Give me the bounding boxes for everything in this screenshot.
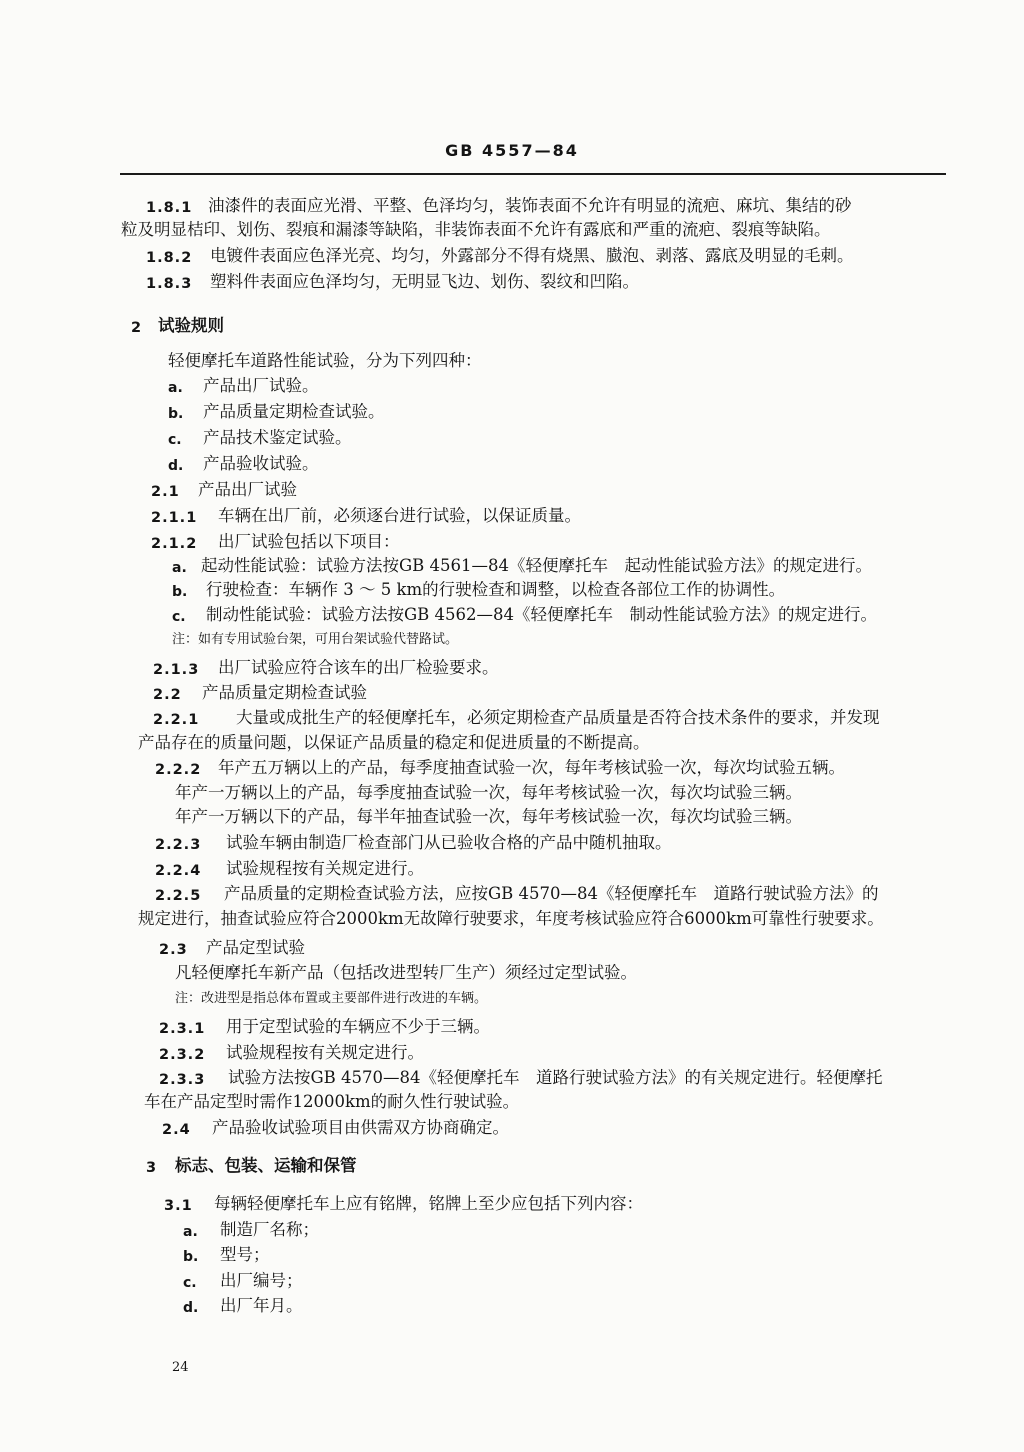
note-text: 注：如有专用试验台架，可用台架试验代替路试。	[172, 632, 459, 647]
list-marker: c.	[168, 432, 182, 448]
clause-text: 试验方法按GB 4570—84《轻便摩托车 道路行驶试验方法》的有关规定进行。轻便摩托	[228, 1068, 883, 1087]
clause-text: 规定进行，抽查试验应符合2000km无故障行驶要求，年度考核试验应符合6000km可靠性行驶要求。	[138, 909, 884, 928]
clause-number: 2.2.3	[155, 837, 202, 853]
clause-number: 2.3	[159, 942, 188, 958]
section-title: 标志、包装、运输和保管	[175, 1156, 357, 1175]
list-marker: c.	[183, 1275, 197, 1291]
clause-number: 2.2.2	[155, 762, 202, 778]
clause-text: 产品质量定期检查试验	[202, 683, 367, 702]
clause-number: 1.8.3	[146, 276, 193, 292]
clause-number: 2.2.4	[155, 863, 202, 879]
clause-text: 产品存在的质量问题，以保证产品质量的稳定和促进质量的不断提高。	[138, 733, 650, 752]
clause-number: 2.3.3	[159, 1072, 206, 1088]
clause-number: 2.2.5	[155, 888, 202, 904]
list-marker: a.	[183, 1224, 198, 1240]
clause-text: 产品出厂试验	[198, 480, 297, 499]
section-number: 2	[131, 320, 143, 336]
clause-number: 2.1	[151, 484, 180, 500]
standard-number-header: GB 4557—84	[445, 141, 579, 160]
clause-number: 2.2	[153, 687, 182, 703]
paragraph-text: 凡轻便摩托车新产品（包括改进型转厂生产）须经过定型试验。	[175, 963, 637, 982]
clause-text: 产品验收试验项目由供需双方协商确定。	[212, 1118, 509, 1137]
list-marker: b.	[183, 1249, 199, 1265]
clause-number: 2.4	[162, 1122, 191, 1138]
clause-text: 试验车辆由制造厂检查部门从已验收合格的产品中随机抽取。	[226, 833, 672, 852]
list-text: 产品出厂试验。	[203, 376, 319, 395]
list-text: 出厂年月。	[220, 1296, 303, 1315]
clause-number: 2.3.2	[159, 1047, 206, 1063]
note-text: 注：改进型是指总体布置或主要部件进行改进的车辆。	[175, 991, 488, 1006]
clause-text: 出厂试验包括以下项目：	[218, 532, 400, 551]
clause-text: 电镀件表面应色泽光亮、均匀，外露部分不得有烧黑、臌泡、剥落、露底及明显的毛刺。	[210, 246, 854, 265]
clause-number: 2.2.1	[153, 712, 200, 728]
list-marker: d.	[168, 458, 184, 474]
clause-number: 3.1	[164, 1198, 193, 1214]
paragraph-text: 年产一万辆以上的产品，每季度抽查试验一次，每年考核试验一次，每次均试验三辆。	[175, 783, 802, 802]
clause-number: 2.3.1	[159, 1021, 206, 1037]
clause-text: 年产五万辆以上的产品，每季度抽查试验一次，每年考核试验一次，每次均试验五辆。	[218, 758, 845, 777]
list-text: 出厂编号；	[220, 1271, 303, 1290]
page-number: 24	[172, 1360, 189, 1375]
list-text: 产品验收试验。	[203, 454, 319, 473]
section-title: 试验规则	[158, 316, 224, 335]
clause-text: 出厂试验应符合该车的出厂检验要求。	[218, 658, 499, 677]
list-marker: b.	[172, 584, 188, 600]
clause-text: 塑料件表面应色泽均匀，无明显飞边、划伤、裂纹和凹陷。	[210, 272, 639, 291]
clause-text: 粒及明显桔印、划伤、裂痕和漏漆等缺陷，非装饰表面不允许有露底和严重的流疤、裂痕等缺陷。	[121, 220, 831, 239]
paragraph-text: 年产一万辆以下的产品，每半年抽查试验一次，每年考核试验一次，每次均试验三辆。	[175, 807, 802, 826]
clause-text: 车在产品定型时需作12000km的耐久性行驶试验。	[144, 1092, 520, 1111]
clause-number: 2.1.2	[151, 536, 198, 552]
clause-number: 2.1.1	[151, 510, 198, 526]
clause-text: 试验规程按有关规定进行。	[226, 1043, 424, 1062]
list-text: 制动性能试验：试验方法按GB 4562—84《轻便摩托车 制动性能试验方法》的规定进行。	[206, 605, 878, 624]
clause-text: 产品质量的定期检查试验方法，应按GB 4570—84《轻便摩托车 道路行驶试验方法》的	[224, 884, 879, 903]
clause-text: 油漆件的表面应光滑、平整、色泽均匀，装饰表面不允许有明显的流疤、麻坑、集结的砂	[208, 196, 852, 215]
list-text: 制造厂名称；	[220, 1220, 319, 1239]
list-text: 起动性能试验：试验方法按GB 4561—84《轻便摩托车 起动性能试验方法》的规定进行。	[201, 556, 873, 575]
clause-number: 1.8.1	[146, 200, 193, 216]
list-marker: b.	[168, 406, 184, 422]
clause-text: 试验规程按有关规定进行。	[226, 859, 424, 878]
list-text: 产品质量定期检查试验。	[203, 402, 385, 421]
clause-text: 车辆在出厂前，必须逐台进行试验，以保证质量。	[218, 506, 581, 525]
clause-number: 2.1.3	[153, 662, 200, 678]
clause-number: 1.8.2	[146, 250, 193, 266]
clause-text: 用于定型试验的车辆应不少于三辆。	[226, 1017, 490, 1036]
clause-text: 大量或成批生产的轻便摩托车，必须定期检查产品质量是否符合技术条件的要求，并发现	[236, 708, 880, 727]
clause-text: 每辆轻便摩托车上应有铭牌，铭牌上至少应包括下列内容：	[214, 1194, 643, 1213]
list-text: 行驶检查：车辆作 3 ～ 5 km的行驶检查和调整，以检查各部位工作的协调性。	[206, 580, 786, 599]
section-number: 3	[146, 1160, 158, 1176]
list-text: 产品技术鉴定试验。	[203, 428, 352, 447]
paragraph-text: 轻便摩托车道路性能试验，分为下列四种：	[168, 351, 482, 370]
list-marker: a.	[168, 380, 183, 396]
clause-text: 产品定型试验	[206, 938, 305, 957]
list-marker: c.	[172, 609, 186, 625]
list-marker: d.	[183, 1300, 199, 1316]
list-text: 型号；	[220, 1245, 270, 1264]
header-rule	[120, 173, 946, 175]
list-marker: a.	[172, 560, 187, 576]
